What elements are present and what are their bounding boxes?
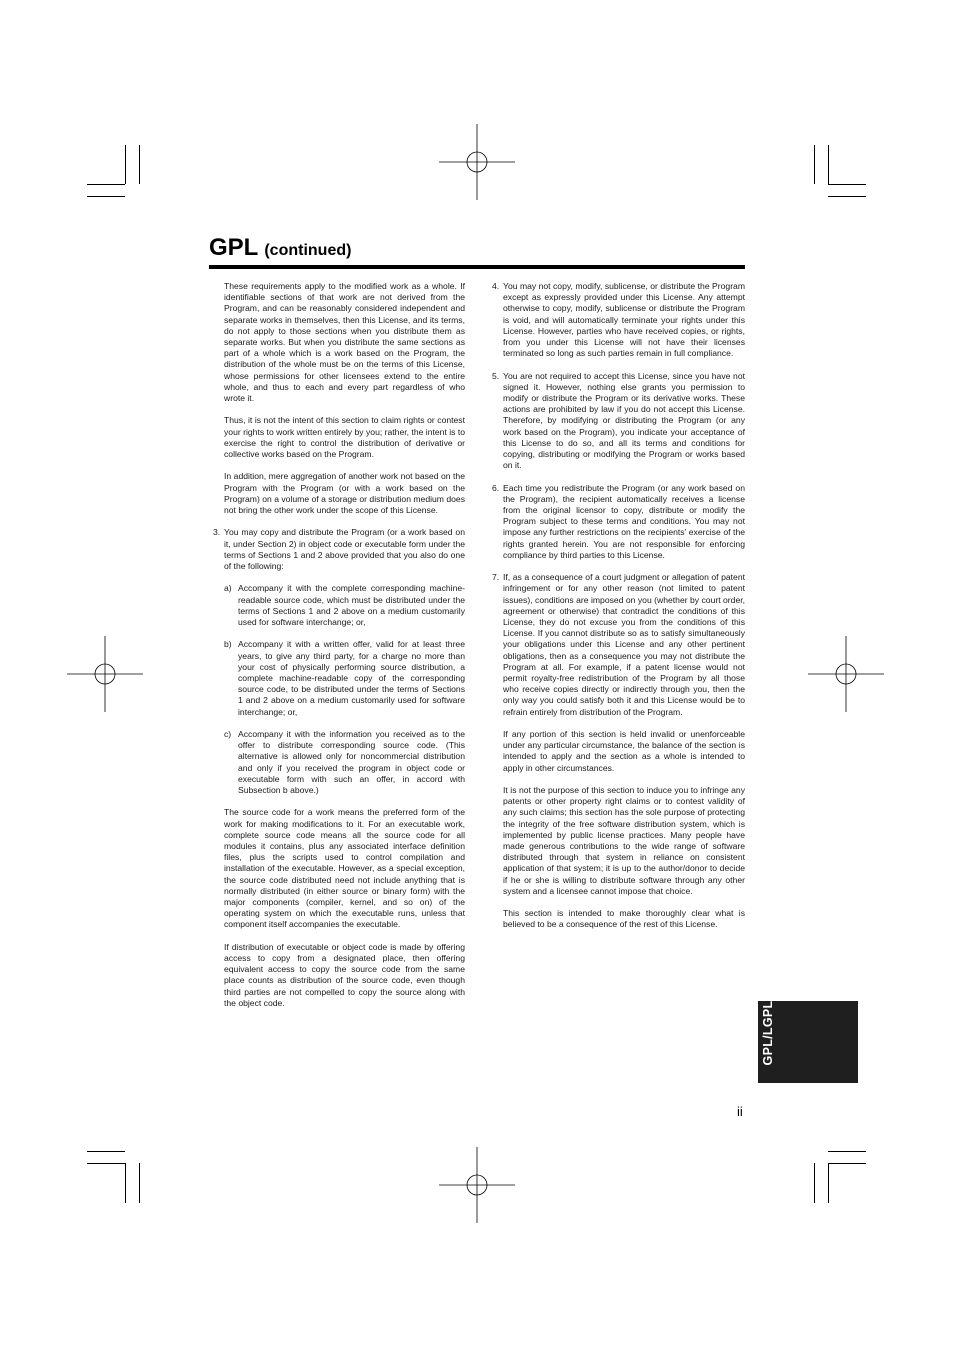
title-sub: (continued) bbox=[264, 242, 352, 259]
sub-list-item bbox=[213, 729, 465, 796]
item-text: If, as a consequence of a court judgment or allegation of patent infringement or for any other reason (not limited to patent issues), conditions are imposed on you (whether by court order, agreement or otherwise) that contradict the conditions of this License, they do not excuse you from the conditions of this License. If you cannot distribute so as to satisfy simultaneously your obligations under this License and any other pertinent obligations, then as a consequence you may not distribute the Program at all. For example, if a patent license would not permit royalty-free redistribution of the Program by all those who receive copies directly or indirectly through you, then the only way you could satisfy both it and this License would be to refrain entirely from distribution of the Program. bbox=[503, 572, 745, 717]
page-number: ii bbox=[737, 1104, 743, 1119]
crop-mark bbox=[87, 1163, 125, 1164]
item-text: Accompany it with the complete corresponding machine-readable source code, which must be distributed under the terms of Sections 1 and 2 above on a medium customarily used for software interchange; or, bbox=[238, 583, 465, 628]
paragraph: In addition, mere aggregation of another work not based on the Program with the Program (or with a work based on the Program) on a volume of a storage or distribution medium does not bring the other work under the scope of this License. bbox=[224, 471, 465, 516]
registration-mark-icon bbox=[808, 636, 884, 712]
crop-mark bbox=[814, 1163, 815, 1203]
item-letter: c) bbox=[224, 729, 232, 740]
list-item bbox=[492, 483, 745, 561]
crop-mark bbox=[828, 1163, 866, 1164]
crop-mark bbox=[87, 184, 125, 185]
section-tab-label: GPL/LGPL bbox=[761, 1000, 775, 1066]
list-item bbox=[492, 572, 745, 718]
crop-mark bbox=[87, 1151, 125, 1152]
item-number: 5. bbox=[492, 370, 500, 381]
item-number: 6. bbox=[492, 482, 500, 493]
registration-mark-icon bbox=[67, 636, 143, 712]
registration-mark-icon bbox=[439, 1147, 515, 1223]
paragraph: If any portion of this section is held invalid or unenforceable under any particular circumstance, the balance of the section is intended to apply and the section as a whole is intended to apply in other circumstances. bbox=[503, 729, 745, 773]
crop-mark bbox=[828, 1163, 829, 1203]
list-item bbox=[492, 371, 745, 472]
paragraph: This section is intended to make thoroughly clear what is believed to be a consequence of the rest of this License. bbox=[503, 908, 745, 930]
left-column bbox=[213, 281, 465, 1020]
paragraph: These requirements apply to the modified work as a whole. If identifiable sections of that work are not derived from the Program, and can be reasonably considered independent and separate works in themselves, then this License, and its terms, do not apply to those sections when you distribute them as separate works. But when you distribute the same sections as part of a whole which is a work based on the Program, the distribution of the whole must be on the terms of this License, whose permissions for other licensees extend to the entire whole, and thus to each and every part regardless of who wrote it. bbox=[224, 281, 465, 404]
paragraph: Thus, it is not the intent of this section to claim rights or contest your rights to work written entirely by you; rather, the intent is to exercise the right to control the distribution of derivative or collective works based on the Program. bbox=[224, 415, 465, 460]
registration-mark-icon bbox=[439, 124, 515, 200]
title-rule bbox=[209, 265, 745, 269]
item-text: Accompany it with a written offer, valid for at least three years, to give any third party, for a charge no more than your cost of physically performing source distribution, a complete machine-readable copy of the corresponding source code, to be distributed under the terms of Sections 1 and 2 above on a medium customarily used for software interchange; or, bbox=[238, 639, 465, 717]
item-text: Accompany it with the information you received as to the offer to distribute corresponding source code. (This alternative is allowed only for noncommercial distribution and only if you received the program in object code or executable form with such an offer, in accord with Subsection b above.) bbox=[238, 729, 465, 796]
item-number: 3. bbox=[213, 527, 221, 538]
crop-mark bbox=[125, 1163, 126, 1203]
paragraph: If distribution of executable or object code is made by offering access to copy from a designated place, then offering equivalent access to copy the source code from the same place counts as distribution of the source code, even though third parties are not compelled to copy the source along with the object code. bbox=[224, 941, 465, 1008]
item-text: You may copy and distribute the Program (or a work based on it, under Section 2) in object code or executable form under the terms of Sections 1 and 2 above provided that you also do one of the following: bbox=[224, 527, 465, 572]
page-title bbox=[209, 226, 351, 263]
item-letter: b) bbox=[224, 639, 232, 650]
sub-list-item bbox=[213, 583, 465, 628]
item-text: You may not copy, modify, sublicense, or distribute the Program except as expressly provided under this License. Any attempt otherwise to copy, modify, sublicense or distribute the Program is void, and will automatically terminate your rights under this License. However, parties who have received copies, or rights, from you under this License will not have their licenses terminated so long as such parties remain in full compliance. bbox=[503, 281, 745, 359]
item-text: You are not required to accept this License, since you have not signed it. However, nothing else grants you permission to modify or distribute the Program or its derivative works. These actions are prohibited by law if you do not accept this License. Therefore, by modifying or distributing the Program (or any work based on the Program), you indicate your acceptance of this License to do so, and all its terms and conditions for copying, distributing or modifying the Program or works based on it. bbox=[503, 370, 745, 471]
crop-mark bbox=[828, 145, 829, 184]
crop-mark bbox=[125, 145, 126, 184]
crop-mark bbox=[139, 1163, 140, 1203]
list-item bbox=[492, 281, 745, 359]
crop-mark bbox=[814, 145, 815, 184]
crop-mark bbox=[87, 196, 125, 197]
title-main: GPL bbox=[209, 234, 259, 261]
crop-mark bbox=[828, 184, 866, 185]
item-number: 4. bbox=[492, 281, 500, 291]
crop-mark bbox=[828, 1151, 866, 1152]
crop-mark bbox=[139, 145, 140, 184]
item-letter: a) bbox=[224, 583, 232, 594]
paragraph: It is not the purpose of this section to induce you to infringe any patents or other property right claims or to contest validity of any such claims; this section has the sole purpose of protecting the integrity of the free software distribution system, which is implemented by public license practices. Many people have made generous contributions to the wide range of software distributed through that system in reliance on consistent application of that system; it is up to the author/donor to decide if he or she is willing to distribute software through any other system and a licensee cannot impose that choice. bbox=[503, 785, 745, 896]
paragraph: The source code for a work means the preferred form of the work for making modifications to it. For an executable work, complete source code means all the source code for all modules it contains, plus any associated interface definition files, plus the scripts used to control compilation and installation of the executable. However, as a special exception, the source code distributed need not include anything that is normally distributed (in either source or binary form) with the major components (compiler, kernel, and so on) of the operating system on which the executable runs, unless that component itself accompanies the executable. bbox=[224, 807, 465, 930]
sub-list-item bbox=[213, 639, 465, 717]
list-item bbox=[213, 527, 465, 572]
item-text: Each time you redistribute the Program (or any work based on the Program), the recipient automatically receives a license from the original licensor to copy, distribute or modify the Program subject to these terms and conditions. You may not impose any further restrictions on the recipients’ exercise of the rights granted herein. You are not responsible for enforcing compliance by third parties to this License. bbox=[503, 482, 745, 560]
item-number: 7. bbox=[492, 572, 500, 583]
crop-mark bbox=[828, 196, 866, 197]
right-column bbox=[492, 281, 745, 942]
